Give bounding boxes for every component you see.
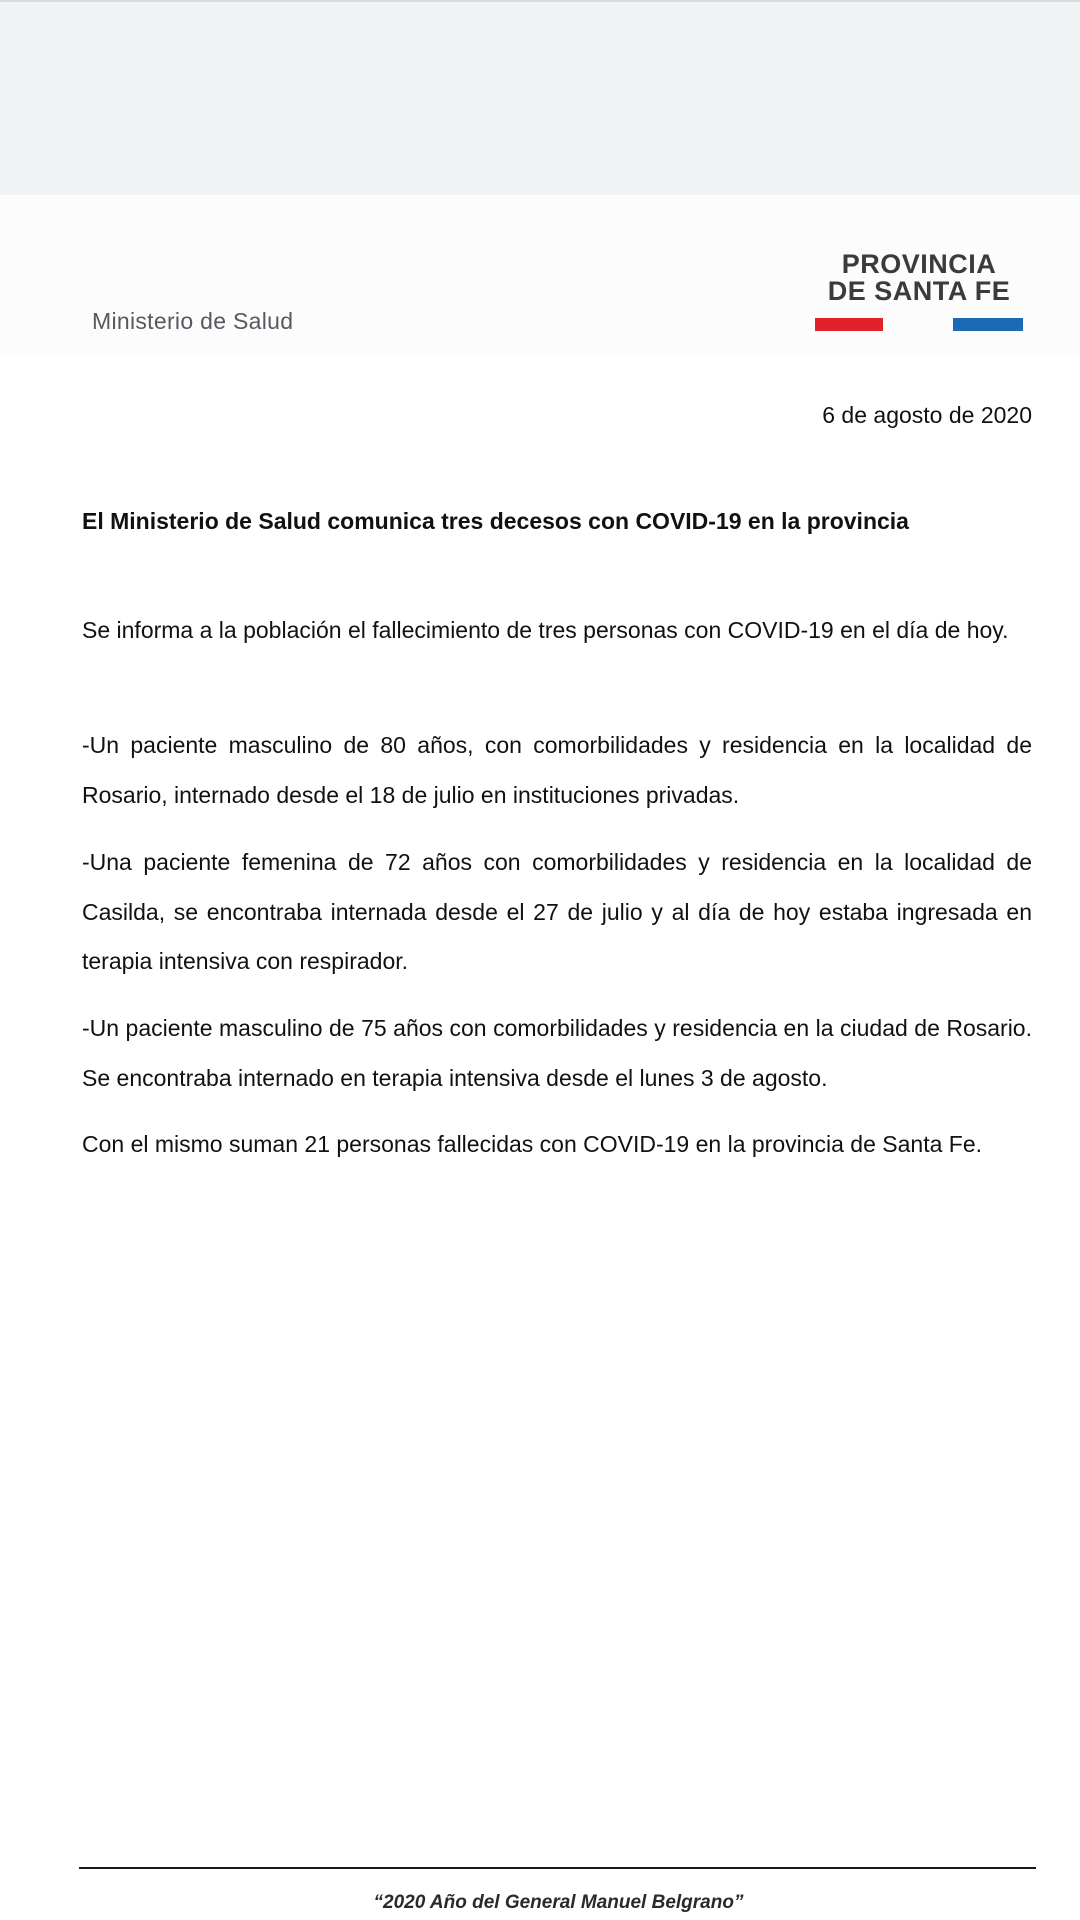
paragraph-case-2: -Una paciente femenina de 72 años con comorbilidades y residencia en la localidad de Casilda, se encontraba internada desde el 27 de julio y al día de hoy estaba ingresada en terapia intensiva con respirador. — [82, 849, 1032, 974]
logo-red-bar — [815, 318, 883, 331]
paragraph-intro: Se informa a la población el fallecimiento de tres personas con COVID-19 en el día de hoy. — [82, 617, 1009, 643]
provincia-santa-fe-logo — [812, 250, 1026, 334]
paragraph-total: Con el mismo suman 21 personas fallecidas con COVID-19 en la provincia de Santa Fe. — [82, 1131, 983, 1157]
logo-text-line-2: DE SANTA FE — [827, 276, 1011, 306]
footer-motto: “2020 Año del General Manuel Belgrano” — [373, 1892, 744, 1913]
logo-blue-bar — [953, 318, 1023, 331]
footer-divider — [79, 1867, 1036, 1869]
paragraph-case-3: -Un paciente masculino de 75 años con comorbilidades y residencia en la ciudad de Rosario. Se encontraba internado en terapia intensiva desde el lunes 3 de agosto. — [82, 1015, 1032, 1091]
logo-text-line-1: PROVINCIA — [841, 249, 997, 279]
document-date: 6 de agosto de 2020 — [822, 402, 1032, 428]
document-title: El Ministerio de Salud comunica tres decesos con COVID-19 en la provincia — [82, 508, 909, 534]
ministry-name: Ministerio de Salud — [92, 308, 294, 334]
paragraph-case-1: -Un paciente masculino de 80 años, con comorbilidades y residencia en la localidad de Rosario, internado desde el 18 de julio en instituciones privadas. — [82, 732, 1032, 808]
top-blank-band — [0, 0, 1080, 195]
